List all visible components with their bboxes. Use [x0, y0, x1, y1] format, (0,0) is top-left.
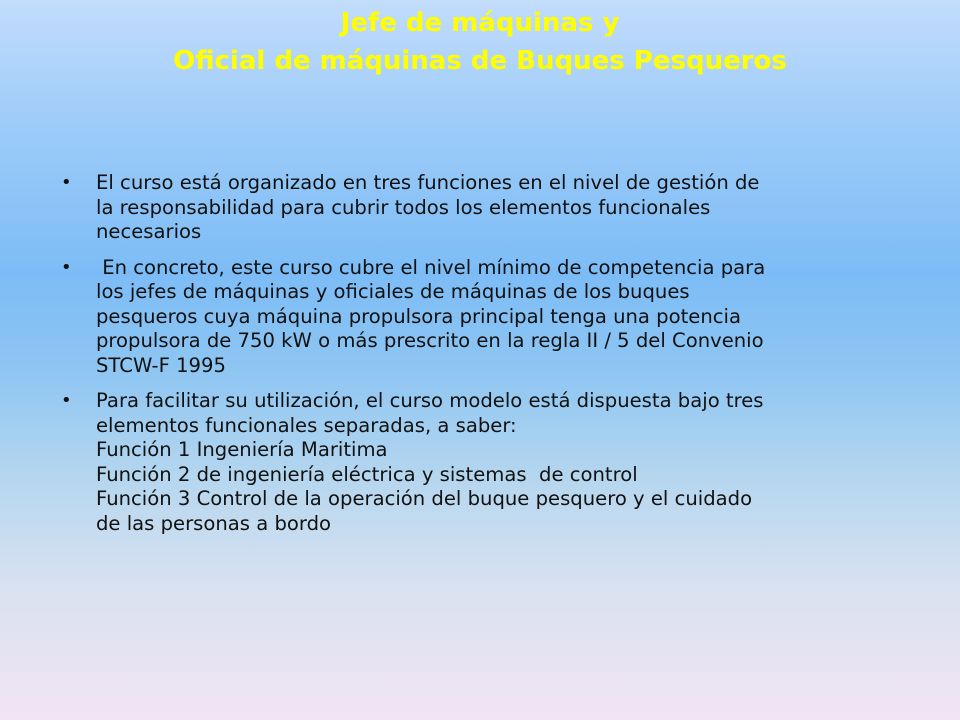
bullet-icon: • [61, 172, 72, 193]
bullet-2-line-3: pesqueros cuya máquina propulsora principal tenga una potencia [96, 304, 741, 328]
bullet-item-1 [60, 171, 920, 245]
bullet-1-line-3: necesarios [96, 220, 202, 243]
bullet-item-3 [60, 389, 920, 536]
bullet-list [60, 171, 920, 536]
bullet-3-line-2: elementos funcionales separadas, a saber: [96, 413, 517, 437]
function-2-line: Función 2 de ingeniería eléctrica y sistemas de control [96, 462, 638, 486]
function-3-line-cont: de las personas a bordo [96, 511, 332, 535]
bullet-1-line-2: la responsabilidad para cubrir todos los elementos funcionales [96, 195, 711, 219]
bullet-3-line-1: Para facilitar su utilización, el curso modelo está dispuesta bajo tres [96, 389, 764, 412]
bullet-2-line-5: STCW-F 1995 [96, 353, 226, 377]
bullet-icon: • [61, 256, 72, 278]
bullet-2-line-4: propulsora de 750 kW o más prescrito en la regla II / 5 del Convenio [96, 329, 764, 352]
function-3-line: Función 3 Control de la operación del buque pesquero y el cuidado [96, 487, 753, 510]
function-1-line: Función 1 Ingeniería Maritima [96, 438, 388, 461]
bullet-2-line-1: En concreto, este curso cubre el nivel mínimo de competencia para [96, 255, 766, 279]
title-line-2: Oficial de máquinas de Buques Pesqueros [173, 46, 787, 76]
bullet-item-2 [60, 256, 920, 379]
title-line-1: Jefe de máquinas y [340, 8, 620, 38]
bullet-icon: • [61, 390, 72, 411]
bullet-1-line-1: El curso está organizado en tres funciones en el nivel de gestión de [96, 171, 760, 194]
bullet-2-line-2: los jefes de máquinas y oficiales de máquinas de los buques [96, 280, 690, 303]
slide-title [0, 4, 960, 80]
